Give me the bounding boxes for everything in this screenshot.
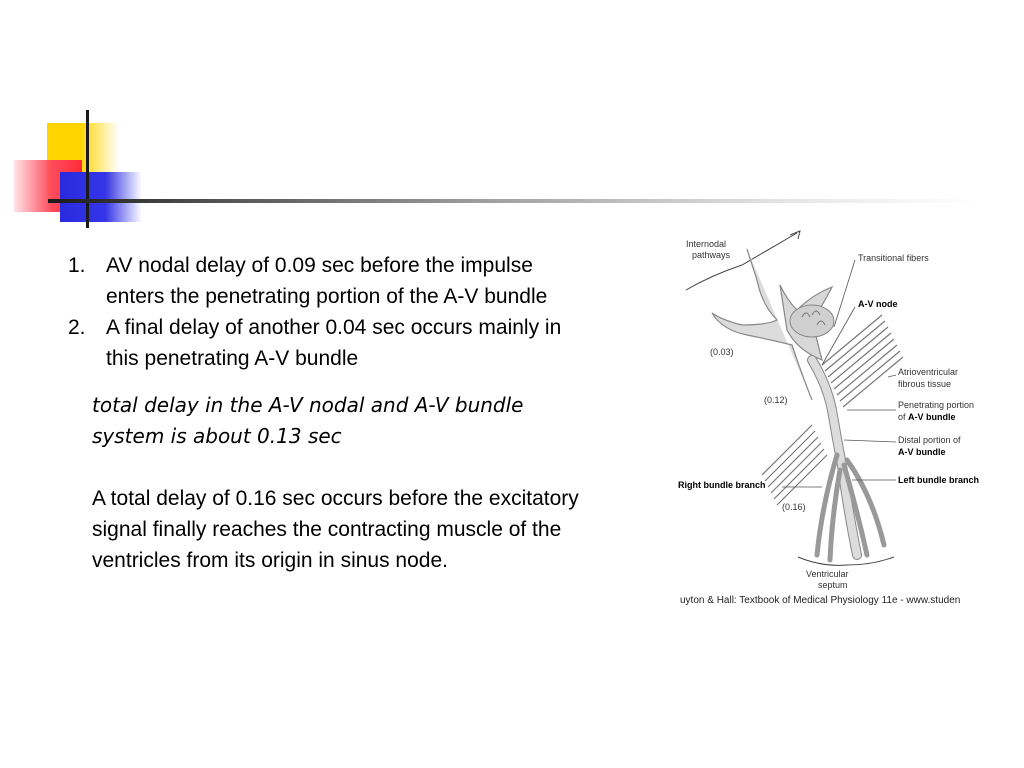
label-fibrous: fibrous tissue bbox=[898, 379, 952, 389]
label-time-012: (0.12) bbox=[764, 395, 788, 405]
list-number: 1. bbox=[68, 254, 86, 277]
note-line: system is about 0.13 sec bbox=[92, 424, 342, 448]
label-atrioventricular: Atrioventricular bbox=[898, 367, 959, 377]
list-text: AV nodal delay of 0.09 sec before the impulse bbox=[106, 254, 533, 277]
vertical-rule bbox=[86, 110, 89, 228]
diagram-svg bbox=[672, 225, 1012, 615]
label-penetrating: Penetrating portion bbox=[898, 400, 975, 410]
bracket-end bbox=[790, 231, 800, 239]
list-number: 2. bbox=[68, 316, 86, 339]
label-penetrating-2 bbox=[898, 412, 956, 422]
title-rule bbox=[48, 199, 978, 203]
slide-body bbox=[62, 250, 702, 576]
label-transitional: Transitional fibers bbox=[858, 253, 929, 263]
paragraph-line: ventricles from its origin in sinus node. bbox=[92, 549, 448, 572]
paragraph-line: signal finally reaches the contracting muscle of the bbox=[92, 518, 562, 541]
list-text: A final delay of another 0.04 sec occurs mainly in bbox=[106, 316, 562, 339]
av-conduction-diagram bbox=[672, 225, 1012, 615]
transitional-fibers bbox=[790, 305, 834, 337]
total-delay-note bbox=[92, 390, 702, 452]
label-av-node: A-V node bbox=[858, 299, 898, 309]
slide-logo-decoration bbox=[0, 0, 160, 240]
label-time-016: (0.16) bbox=[782, 502, 806, 512]
label-distal-bundle: A-V bundle bbox=[898, 447, 946, 457]
list-text: enters the penetrating portion of the A-V bundle bbox=[106, 285, 548, 308]
summary-paragraph bbox=[92, 483, 702, 576]
label-distal: Distal portion of bbox=[898, 435, 961, 445]
label-left-bundle: Left bundle branch bbox=[898, 475, 979, 485]
list-item bbox=[62, 250, 702, 312]
label-time-003: (0.03) bbox=[710, 347, 734, 357]
figure-caption: uyton & Hall: Textbook of Medical Physiology 11e - www.studen bbox=[680, 595, 961, 606]
label-ventricular: Ventricular bbox=[806, 569, 849, 579]
list-item bbox=[62, 312, 702, 374]
paragraph-line: A total delay of 0.16 sec occurs before the excitatory bbox=[92, 487, 579, 510]
label-septum: septum bbox=[818, 580, 848, 590]
note-line: total delay in the A-V nodal and A-V bundle bbox=[92, 393, 524, 417]
label-right-bundle: Right bundle branch bbox=[678, 480, 766, 490]
label-internodal: Internodal bbox=[686, 239, 727, 249]
list-text: this penetrating A-V bundle bbox=[106, 347, 359, 370]
label-av-bundle: A-V bundle bbox=[908, 412, 956, 422]
septum-bracket bbox=[798, 557, 894, 565]
label-of: of bbox=[898, 412, 909, 422]
label-pathways: pathways bbox=[692, 250, 731, 260]
blue-square bbox=[60, 172, 142, 222]
